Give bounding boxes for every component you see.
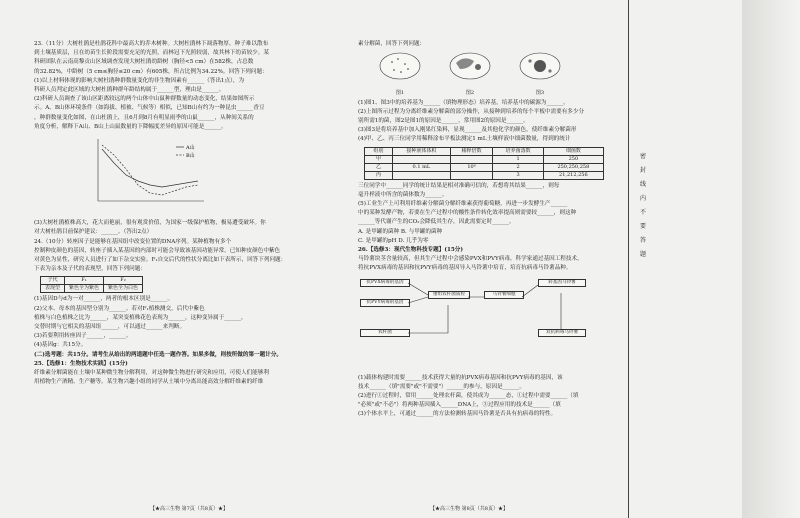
footer-page-8: 【★高三生物 第8页（共8页）★】 — [430, 506, 508, 512]
elective-note: (二)选考题：共15分。请考生从给出的两道题中任选一题作答。如果多做，则按所做的第一题计分。 — [34, 351, 283, 358]
dish-1-icon — [378, 51, 422, 85]
dish-2-icon — [448, 51, 492, 85]
table-cell: 甲 — [365, 155, 393, 163]
text-line: 科研团队在云南高黎贡山区域调查发现大树杜鹃幼龄树（胸径<5 cm）在582株，占总数 — [34, 59, 254, 66]
text-line: (1)载体构建时需要______技术获得大量的抗PVX病毒基因和抗PVY病毒的基因，该 — [358, 374, 563, 381]
page-fold-edge — [742, 0, 800, 518]
text-line: A. 是甲罐的菌种 B. 与甲罐的菌种 — [358, 228, 443, 235]
dish-2-label: 图2 — [465, 90, 475, 97]
question-26-intro — [358, 255, 620, 273]
seal-char: 答 — [639, 237, 646, 244]
seal-char: 题 — [639, 251, 646, 258]
text-line: 到土壤基质层，且在幼苗生长阶段需要充足的光照，而林冠下光照较弱，故其林下幼苗较少。某 — [34, 50, 269, 57]
seal-char: 线 — [639, 181, 646, 188]
question-23 — [34, 40, 347, 132]
text-line: ，种群数量变化如图，在山杜鹃上，且6月到8月有明显雨季的山鼠______，从种间关系的 — [34, 114, 254, 121]
table-cell: 1 — [493, 155, 543, 163]
table-cell: 0.1 mL — [393, 163, 451, 171]
q25-continue: 素分解菌，回答下列问题： — [358, 41, 426, 47]
text-line: 纤维素分解菌能在土壤中某种微生物分解利用，对这种微生物进行研究和应用，可使人们能够利 — [34, 370, 269, 377]
text-line: 示。A、B山体环境条件（如海拔、植被、气候等）相似，已知B山有约为一种昆虫______香豆 — [34, 105, 265, 112]
text-line: (1)图1、图3中的培养基为______（填物理形态）培养基，培养基中的碳源为______。 — [358, 99, 569, 106]
seal-char: 内 — [639, 195, 646, 202]
text-line: 植株与白色植株之比为______，某突变植株花色表现为______，这种变异属于______， — [34, 314, 247, 321]
left-column — [34, 40, 347, 387]
flow-box: 转基因马铃薯 — [538, 279, 586, 287]
flow-box: 双抗病毒马铃薯 — [538, 329, 586, 337]
question-25-title: 25.【选修1：生物技术实践】(15分) — [34, 360, 128, 367]
dish-3-label: 图3 — [535, 90, 545, 97]
question-25-parts — [358, 99, 620, 145]
cross-result-table — [40, 276, 143, 293]
text-line: (3)个体水平上，可通过______的方法检测转基因马铃薯是否具有抗病毒的特性。 — [358, 411, 557, 418]
flow-box: 马铃薯细胞 — [484, 291, 524, 299]
text-line: (3)图3是将培养基中加入刚果红染料，显现______及其他化学的颜色，使纤维素分解菌形 — [358, 127, 577, 134]
table-cell: 培养菌落数 — [493, 147, 543, 155]
text-line: 下表为亲本及子代的表现型，回答下列问题： — [34, 266, 146, 273]
text-line: 交替时期与它相关的基因组______，可以通过______来判断。 — [34, 324, 186, 331]
dish-figure-2 — [448, 51, 492, 98]
table-cell: 丙 — [365, 171, 393, 179]
text-line: (4)甲、乙、丙三位同学用稀释涂布平板法测定1 mL土壤样液中细菌数量，得到的统计 — [358, 136, 571, 143]
table-cell: 细菌数 — [543, 147, 603, 155]
population-line-chart — [80, 135, 210, 213]
dish-3-icon — [518, 51, 562, 85]
text-line: 马铃薯块茎含量较高，但其生产过程中会感染PVX和PVY病毒，科学家通过基因工程技术， — [358, 256, 583, 263]
question-25-intro — [34, 369, 347, 387]
right-column — [358, 40, 620, 420]
table-cell: 2 — [493, 163, 543, 171]
dish-1-label: 图1 — [395, 90, 405, 97]
table-header-cell: F₂ — [104, 277, 143, 285]
table-cell: 250 — [543, 155, 603, 163]
text-line: (1)以上材料体现的影响大树杜鹃种群数量变化的非生物因素有______（答出1点），为 — [34, 77, 245, 84]
q23-part3: (3)大树杜鹃植株高大，花大而艳丽，很有观赏价值，为国家一级保护植物，极易遭受破坏。你 — [34, 220, 266, 227]
table-cell: 组别 — [365, 147, 393, 155]
text-line: 科研人员判定此区域的大树杜鹃种群年龄结构属于______型，理由是______。 — [34, 87, 225, 94]
text-line: 角度分析，解释下A山、B山上山鼠数量的下降幅度差异的原因可能是______。 — [34, 123, 227, 130]
table-cell: 21,212,256 — [543, 171, 603, 179]
table-cell: 250,250,258 — [543, 163, 603, 171]
dish-figure-1 — [378, 51, 422, 98]
table-header-cell: F₁ — [65, 277, 104, 285]
text-line: (2)科研人员调查了该山区距离较远的两个山体中山鼠种群数量的动态变化，结果如图所示 — [34, 96, 255, 103]
flow-box: 抗PVX病毒的基因 — [360, 279, 410, 287]
footer-page-7: 【★高三生物 第7页（共8页）★】 — [150, 506, 228, 512]
text-line: 23.（11分）大树杜鹃是杜鹃花科中最高大的乔木树种。大树杜鹃林下凋落物厚，种子难以散布 — [34, 41, 269, 47]
text-line: (2)进行①过程时，常用______处理农杆菌，使其成为______态，①过程中需要______（填 — [358, 393, 579, 400]
table-cell — [450, 171, 493, 179]
question-25-more — [358, 182, 620, 246]
question-26-parts — [358, 374, 620, 420]
table-cell — [393, 171, 451, 179]
table-cell: 乙 — [365, 163, 393, 171]
legend-b: B山 — [186, 153, 195, 160]
table-cell: 稀释倍数 — [450, 147, 493, 155]
question-26-title: 26.【选修3：现代生物科技专题】(15分) — [358, 247, 464, 254]
text-line: C. 是甲罐的pH D. 几乎为零 — [358, 237, 429, 244]
series-b-line — [102, 145, 198, 195]
text-line: 别所需1的菌，图2是图1的原因是______，常用图2的原因是______。 — [358, 118, 529, 125]
table-cell: 紫色全为白色 — [104, 285, 143, 293]
text-line: ______等代谢产生的CO₂会降低其生存，因此需要定时______。 — [358, 219, 515, 226]
text-line: (5)工业生产上可利用纤维素分解菌分解纤维素获得葡萄糖，再进一步发酵生产______ — [358, 201, 568, 208]
text-line: 的32.82%，中龄树（5 cm≤胸径≤20 cm）有605株，所占比例为34.22%。回答下列问题： — [34, 68, 268, 75]
question-24-subparts — [34, 295, 347, 350]
colony-count-table — [364, 147, 604, 180]
text-line: 中的某种发酵产物，若要在生产过程中的酸性条件转化效率提高则需要较______，则这种 — [358, 210, 577, 217]
legend-a: A山 — [186, 145, 195, 152]
flow-box: 农杆菌 — [360, 329, 410, 337]
table-cell: 紫色全为紫色 — [65, 285, 104, 293]
seal-char: 封 — [639, 167, 646, 174]
table-cell — [450, 155, 493, 163]
text-line: (3)若要利用转座因子______，______。 — [34, 333, 132, 340]
dish-figure-3 — [518, 51, 562, 98]
text-line: 毫升样液中所含的菌体数为______。 — [358, 191, 448, 198]
table-cell: 表现型 — [41, 285, 65, 293]
table-cell — [393, 155, 451, 163]
question-24 — [34, 238, 347, 275]
text-line: (2)父本、母本的基因型分别为______。若对F₁植株测交，后代中紫色 — [34, 305, 205, 312]
text-line: (2)上图所示过程为分离纤维素分解菌的部分操作，从接种到培养的每个平板中需要有多少分 — [358, 108, 585, 115]
petri-dish-figures — [378, 51, 620, 98]
seal-char: 要 — [639, 223, 646, 230]
flow-box: 重组农杆菌质粒 — [428, 291, 470, 299]
table-cell: 10⁶ — [450, 163, 493, 171]
text-line: (4)基因g：共15分。 — [34, 342, 87, 349]
seal-char: 密 — [639, 153, 646, 160]
table-cell: 3 — [493, 171, 543, 179]
text-line: 用植物生产酒精、生产糖等。某生物兴趣小组的同学从土壤中分离出能高效分解纤维素的纤维 — [34, 379, 264, 386]
text-line: 控制种皮颜色的基因，转座子插入某基因的内部时可能会导致该基因功能异常。已知种皮颜色中紫色 — [34, 247, 281, 254]
text-line: 三位同学中______同学的统计结果是相对准确可信的，若想将其结果______，则每 — [358, 182, 560, 189]
seal-char: 不 — [639, 209, 646, 216]
q23-tail: 对大树杜鹃目前保护建议：______。（答出2点） — [34, 229, 153, 236]
text-line: "必须"或"不必"）将两种基因插入______DNA上，③过程应用的技术是______（填 — [358, 402, 561, 409]
seal-line-text — [638, 150, 648, 262]
text-line: (1)基因D与d为一对______，两者的根本区别是______。 — [34, 296, 174, 303]
text-line: 将抗PVX病毒的基因和抗PVY病毒的基因导入马铃薯中培育，培育抗病毒马铃薯品种。 — [358, 265, 572, 272]
text-line: 技术______（填"需要"或"不需要"）______的参与，原因是______。 — [358, 383, 525, 390]
table-cell: 接种液体体积 — [393, 147, 451, 155]
table-header-cell: 子代 — [41, 277, 65, 285]
text-line: 24.（10分）转座因子是能够在基因组中改变位置的DNA序列。某种植物有多个 — [34, 238, 232, 245]
text-line: 对黄色为显性，研究人员进行了如下杂交实验。F₁自交后代的性状分离比如下表所示，回答下列问题： — [34, 257, 287, 264]
flow-arrows — [358, 277, 608, 372]
flow-box: 抗PVY病毒的基因 — [360, 299, 410, 307]
gene-engineering-flowchart — [358, 277, 608, 372]
